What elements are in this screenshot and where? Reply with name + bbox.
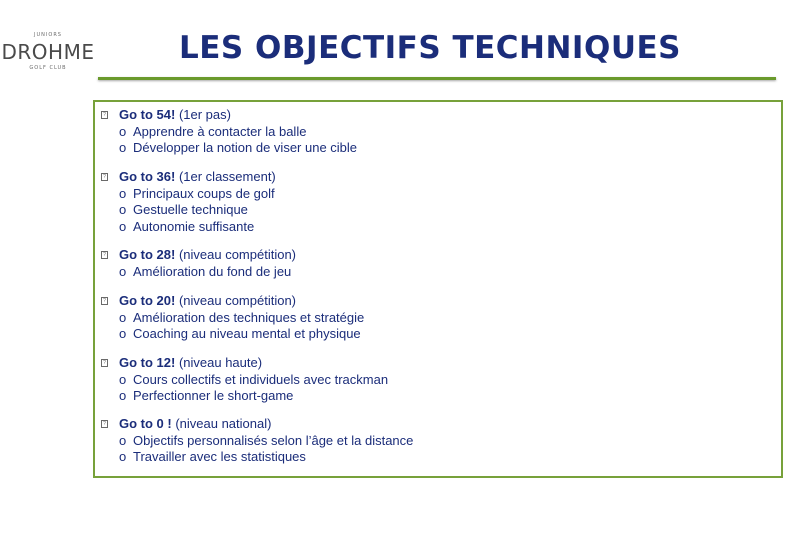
list-item: o Apprendre à contacter la balle <box>119 123 307 139</box>
logo-bottom-text: GOLF CLUB <box>29 65 67 71</box>
section-level: (niveau national) <box>171 416 272 431</box>
section-level: (niveau compétition) <box>175 247 297 262</box>
section-goal: Go to 0 ! <box>119 416 172 431</box>
sub-bullet: o <box>119 202 127 217</box>
sub-bullet: o <box>119 140 127 155</box>
list-item: o Objectifs personnalisés selon l’âge et la distance <box>119 432 414 448</box>
section-go-to-54 <box>101 107 761 157</box>
list-item: o Gestuelle technique <box>119 202 248 217</box>
list-item: o Principaux coups de golf <box>119 185 275 201</box>
section-level: (niveau compétition) <box>175 293 297 308</box>
club-logo <box>0 24 96 94</box>
section-go-to-20 <box>101 293 761 343</box>
sub-bullet: o <box>119 123 127 139</box>
page-title: LES OBJECTIFS TECHNIQUES <box>179 30 681 66</box>
section-heading <box>101 416 761 433</box>
section-go-to-28 <box>101 247 761 280</box>
section-level: (1er classement) <box>175 169 276 184</box>
list-item: o Perfectionner le short-game <box>119 388 294 403</box>
section-level: (niveau haute) <box>175 355 263 370</box>
section-heading <box>101 247 761 264</box>
section-goal: Go to 12! <box>119 355 176 370</box>
logo-wordmark: DROHME <box>1 40 95 64</box>
section-heading <box>101 293 761 310</box>
sub-bullet: o <box>119 309 127 325</box>
sub-bullet: o <box>119 449 127 464</box>
section-heading <box>101 355 761 372</box>
bullet-box-icon: ? <box>101 297 108 305</box>
section-go-to-12 <box>101 355 761 405</box>
sub-bullet: o <box>119 432 127 448</box>
bullet-box-icon: ? <box>101 359 108 367</box>
list-item: o Cours collectifs et individuels avec trackman <box>119 371 389 387</box>
bullet-box-icon: ? <box>101 251 108 259</box>
bullet-box-icon: ? <box>101 173 108 181</box>
section-heading <box>101 169 761 186</box>
bullet-box-icon: ? <box>101 420 108 428</box>
section-go-to-36 <box>101 169 761 235</box>
title-underline <box>98 77 776 80</box>
objectives-box <box>93 100 783 478</box>
list-item: o Travailler avec les statistiques <box>119 449 306 464</box>
list-item: o Amélioration du fond de jeu <box>119 263 292 279</box>
section-goal: Go to 54! <box>119 107 176 122</box>
section-goal: Go to 28! <box>119 247 176 262</box>
section-level: (1er pas) <box>175 107 231 122</box>
sub-bullet: o <box>119 263 127 279</box>
logo-top-text: JUNIORS <box>34 32 62 38</box>
sub-bullet: o <box>119 185 127 201</box>
list-item: o Coaching au niveau mental et physique <box>119 326 361 341</box>
list-item: o Autonomie suffisante <box>119 218 255 234</box>
bullet-box-icon: ? <box>101 111 108 119</box>
sub-bullet: o <box>119 371 127 387</box>
list-item: o Amélioration des techniques et stratégie <box>119 309 365 325</box>
section-goal: Go to 36! <box>119 169 176 184</box>
section-goal: Go to 20! <box>119 293 176 308</box>
sub-bullet: o <box>119 388 127 403</box>
section-heading <box>101 107 761 124</box>
list-item: o Développer la notion de viser une cible <box>119 140 358 155</box>
sub-bullet: o <box>119 218 127 234</box>
sub-bullet: o <box>119 326 127 341</box>
section-go-to-0 <box>101 416 761 466</box>
